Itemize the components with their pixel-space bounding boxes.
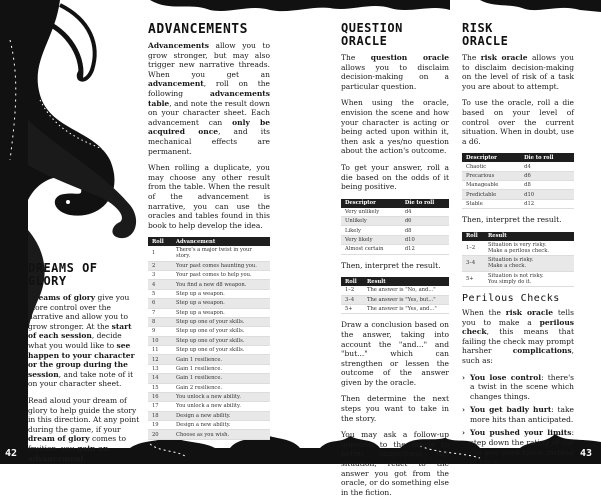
risk-interpret: Then, interpret the result.	[462, 215, 562, 225]
table-cell: You find a new d8 weapon.	[172, 280, 270, 289]
perilous-checks-title: Perilous Checks	[462, 292, 560, 304]
table-cell: 5+	[341, 304, 363, 313]
table-cell: d6	[520, 171, 574, 180]
table-cell: Gain 2 resilience.	[172, 383, 270, 392]
table-row	[462, 199, 574, 208]
table-cell: 19	[148, 421, 172, 430]
risk-control-table	[462, 153, 574, 209]
table-cell: d12	[401, 245, 449, 254]
table-cell: Gain 1 resilience.	[172, 364, 270, 373]
table-cell: d10	[401, 235, 449, 244]
table-cell: 3	[148, 271, 172, 280]
table-cell: 14	[148, 374, 172, 383]
question-title-line1: QUESTION	[341, 21, 403, 35]
table-row	[148, 346, 270, 355]
dreams-usage: Read aloud your dream of glory to help guide the story in this direction. At any point during the game, if your dream of glory comes to fruition, you gain an advancement.	[28, 395, 140, 463]
table-row	[341, 226, 449, 235]
table-row	[148, 430, 270, 439]
table-cell: The answer is "Yes, and..."	[363, 304, 449, 313]
table-cell: Step up one of your skills.	[172, 346, 270, 355]
table-row	[341, 217, 449, 226]
perilous-complications-list	[462, 373, 574, 467]
table-cell: Step up one of your skills.	[172, 317, 270, 326]
table-row	[148, 355, 270, 364]
top-wave-decoration	[150, 0, 601, 14]
table-cell: 13	[148, 364, 172, 373]
question-odds-table	[341, 199, 449, 255]
dreams-intro: Dreams of glory give you more control over the narrative and allow you to grow stronger. At the start of each session, decide what you would like to see happen to your character or the group during the session, and take note of it on your character sheet.	[28, 293, 135, 389]
table-row	[148, 392, 270, 401]
list-item: › You pushed your limits: step down the rating of the die you used twice instead of once.	[462, 428, 574, 466]
table-row	[148, 402, 270, 411]
dreams-title-line1: DREAMS OF	[28, 261, 98, 275]
advancements-duplicate-note: When rolling a duplicate, you may choose any other result from the table. When the result of the advancement is narrative, you can use the oracles and tables found in this book to help develop the idea.	[148, 163, 270, 230]
dreams-title-line2: GLORY	[28, 274, 67, 288]
table-cell: 4	[148, 280, 172, 289]
table-header: Die to roll	[401, 199, 449, 208]
question-interpret: Then, interpret the result.	[341, 260, 441, 270]
risk-oracle-section	[462, 22, 574, 471]
table-cell: The answer is "Yes, but..."	[363, 295, 449, 304]
advancements-title: ADVANCEMENTS	[148, 22, 248, 37]
table-cell: 20	[148, 430, 172, 439]
table-cell: Step up one of your skills.	[172, 336, 270, 345]
table-cell: d6	[401, 217, 449, 226]
table-cell: Precarious	[462, 171, 520, 180]
table-cell: 7	[148, 308, 172, 317]
table-row	[148, 246, 270, 261]
page-number-right: 43	[580, 448, 593, 459]
table-cell: Gain 1 resilience.	[172, 355, 270, 364]
table-header: Roll	[148, 237, 172, 246]
table-cell: Situation is risky. Make a check.	[484, 256, 574, 271]
risk-usage: To use the oracle, roll a die based on your level of control over the current situation. When in doubt, use a d6.	[462, 98, 574, 146]
table-row	[148, 421, 270, 430]
table-row	[462, 190, 574, 199]
table-row	[148, 317, 270, 326]
table-row	[148, 383, 270, 392]
table-cell: Likely	[341, 226, 401, 235]
table-cell: d8	[520, 181, 574, 190]
table-row	[341, 304, 449, 313]
table-cell: Situation is not risky. You simply do it.	[484, 271, 574, 286]
table-cell: Very likely	[341, 235, 401, 244]
table-cell: Choose as you wish.	[172, 430, 270, 439]
table-cell: The answer is "No, and..."	[363, 286, 449, 295]
table-row	[148, 336, 270, 345]
table-row	[341, 208, 449, 217]
risk-result-table	[462, 232, 574, 287]
table-cell: 8	[148, 317, 172, 326]
question-next-steps: Then determine the next steps you want to take in the story.	[341, 394, 449, 423]
table-row	[148, 299, 270, 308]
table-header: Descriptor	[462, 153, 520, 162]
table-row	[462, 271, 574, 286]
table-row	[148, 374, 270, 383]
risk-title-line2: ORACLE	[462, 34, 509, 48]
page-number-left: 42	[5, 448, 18, 459]
table-header: Result	[484, 232, 574, 241]
table-row	[148, 280, 270, 289]
table-cell: You unlock a new ability.	[172, 402, 270, 411]
table-header: Descriptor	[341, 199, 401, 208]
question-conclusion: Draw a conclusion based on the answer, taking into account the "and..." and "but..." which can strengthen or lessen the outcome of the answer given by the oracle.	[341, 320, 449, 387]
table-cell: Step up a weapon.	[172, 308, 270, 317]
table-cell: Stable	[462, 199, 520, 208]
advancements-table	[148, 237, 270, 440]
table-cell: Gain 1 resilience.	[172, 374, 270, 383]
table-row	[341, 295, 449, 304]
table-cell: Your past comes to help you.	[172, 271, 270, 280]
table-cell: 2	[148, 261, 172, 270]
table-cell: 1–2	[462, 241, 484, 256]
table-row	[148, 364, 270, 373]
table-cell: Step up one of your skills.	[172, 327, 270, 336]
table-cell: 18	[148, 411, 172, 420]
table-cell: 16	[148, 392, 172, 401]
table-cell: Chaotic	[462, 162, 520, 171]
table-row	[341, 286, 449, 295]
table-cell: Very unlikely	[341, 208, 401, 217]
question-title-line2: ORACLE	[341, 34, 388, 48]
table-cell: Your past comes haunting you.	[172, 261, 270, 270]
dreams-of-glory-section	[28, 262, 140, 470]
table-row	[148, 261, 270, 270]
table-cell: 6	[148, 299, 172, 308]
risk-intro: The risk oracle allows you to disclaim decision-making on the level of risk of a task you are about to attempt.	[462, 53, 574, 91]
table-cell: 3–4	[462, 256, 484, 271]
table-cell: 5	[148, 289, 172, 298]
table-cell: 1	[148, 246, 172, 261]
perilous-intro: When the risk oracle tells you to make a perilous check, this means that failing the check may prompt harsher complications, such as:	[462, 307, 574, 365]
table-cell: Manageable	[462, 181, 520, 190]
table-cell: 1–2	[341, 286, 363, 295]
question-follow-up: You may ask a follow-up question to the oracle to better understand the situation, react to the answer you got from the oracle, or do something else in the fiction.	[341, 430, 449, 497]
table-row	[462, 171, 574, 180]
advancements-section	[148, 22, 270, 440]
advancements-intro: Advancements allow you to grow stronger, but may also trigger new narrative threads. When you get an advancement, roll on the following advancements table, and note the result down on your character sheet. Each advancement can only be acquired once, and its mechanical effects are permanent.	[148, 41, 270, 156]
table-row	[462, 241, 574, 256]
question-result-table	[341, 277, 449, 314]
table-cell: d12	[520, 199, 574, 208]
table-cell: d4	[401, 208, 449, 217]
table-cell: Design a new ability.	[172, 421, 270, 430]
table-cell: 5+	[462, 271, 484, 286]
table-cell: 11	[148, 346, 172, 355]
table-row	[462, 162, 574, 171]
table-cell: 17	[148, 402, 172, 411]
table-row	[148, 271, 270, 280]
table-cell: There's a major twist in your story.	[172, 246, 270, 261]
question-oracle-section	[341, 22, 449, 504]
table-cell: d8	[401, 226, 449, 235]
table-row	[341, 235, 449, 244]
table-row	[148, 289, 270, 298]
list-item: › You get badly hurt: take more hits than anticipated.	[462, 405, 574, 424]
table-cell: Situation is very risky. Make a perilous check.	[484, 241, 574, 256]
table-cell: 3–4	[341, 295, 363, 304]
question-intro: The question oracle allows you to disclaim decision-making on a particular question.	[341, 53, 450, 91]
table-cell: Design a new ability.	[172, 411, 270, 420]
table-row	[462, 256, 574, 271]
table-header: Result	[363, 277, 449, 286]
table-cell: 12	[148, 355, 172, 364]
table-cell: 9	[148, 327, 172, 336]
table-row	[148, 327, 270, 336]
table-cell: 10	[148, 336, 172, 345]
table-cell: Step up a weapon.	[172, 299, 270, 308]
table-row	[148, 411, 270, 420]
table-header: Roll	[341, 277, 363, 286]
table-row	[341, 245, 449, 254]
table-cell: d10	[520, 190, 574, 199]
table-cell: Almost certain	[341, 245, 401, 254]
table-row	[462, 181, 574, 190]
question-usage: When using the oracle, envision the scene and how your character is acting or being acted upon within it, then ask a yes/no question about the action's outcome.	[341, 98, 449, 156]
table-cell: You unlock a new ability.	[172, 392, 270, 401]
table-cell: 15	[148, 383, 172, 392]
table-cell: Predictable	[462, 190, 520, 199]
table-cell: Unlikely	[341, 217, 401, 226]
table-row	[148, 308, 270, 317]
table-header: Roll	[462, 232, 484, 241]
risk-title-line1: RISK	[462, 21, 493, 35]
question-roll-instruction: To get your answer, roll a die based on the odds of it being positive.	[341, 162, 449, 192]
table-header: Advancement	[172, 237, 270, 246]
list-item: › You lose control: there's a twist in the scene which changes things.	[462, 373, 574, 402]
table-cell: Step up a weapon.	[172, 289, 270, 298]
table-header: Die to roll	[520, 153, 574, 162]
table-cell: d4	[520, 162, 574, 171]
